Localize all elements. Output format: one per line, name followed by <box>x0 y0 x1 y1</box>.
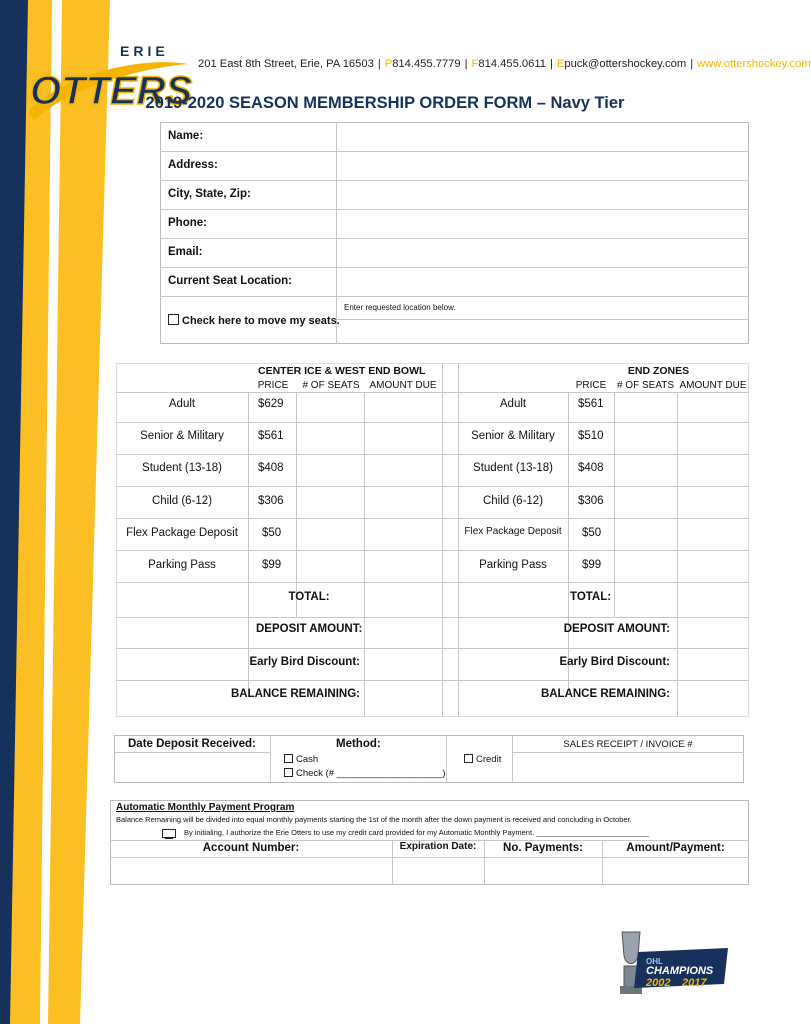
checkbox-icon[interactable] <box>284 754 293 763</box>
cash-option[interactable]: Cash <box>284 754 318 765</box>
requested-note: Enter requested location below. <box>344 303 456 312</box>
credit-option[interactable]: Credit <box>464 754 501 765</box>
center-price-header: PRICE <box>257 380 289 391</box>
page-title: 2019-2020 SEASON MEMBERSHIP ORDER FORM – Navy Tier <box>145 94 625 112</box>
endzone-total-label: TOTAL: <box>570 591 612 603</box>
center-balance-label: BALANCE REMAINING: <box>230 688 360 700</box>
monthly-title: Automatic Monthly Payment Program <box>116 802 295 813</box>
header-fax: 814.455.0611 <box>478 58 546 70</box>
endzone-amount-entry[interactable] <box>678 393 748 581</box>
checkbox-icon[interactable] <box>284 768 293 777</box>
header-email[interactable]: puck@ottershockey.com <box>564 58 687 70</box>
method-label: Method: <box>336 738 381 750</box>
center-row-label: Parking Pass <box>148 559 216 571</box>
header-address: 201 East 8th Street, Erie, PA 16503 <box>198 58 374 70</box>
city-field[interactable] <box>338 181 748 208</box>
endzone-balance-label: BALANCE REMAINING: <box>540 688 670 700</box>
endzone-row-label: Parking Pass <box>479 559 547 571</box>
endzone-row-label: Flex Package Deposit <box>464 526 562 537</box>
endzone-row-label: Student (13-18) <box>473 462 553 474</box>
initial-box-icon[interactable] <box>162 826 176 836</box>
address-field[interactable] <box>338 152 748 179</box>
center-total-label: TOTAL: <box>288 591 330 603</box>
endzone-row-price: $50 <box>582 527 602 539</box>
amount-payment-field[interactable] <box>603 858 748 884</box>
requested-location-field[interactable] <box>338 320 748 343</box>
phone-field[interactable] <box>338 210 748 237</box>
logo-top-text: ERIE <box>120 43 169 59</box>
amount-payment-label: Amount/Payment: <box>626 842 725 854</box>
move-seats-option[interactable]: Check here to move my seats. <box>168 314 340 327</box>
expiration-date-label: Expiration Date: <box>399 841 477 852</box>
center-seats-header: # OF SEATS <box>302 380 360 391</box>
check-option[interactable]: Check (# ____________________) <box>284 768 446 779</box>
monthly-authorization: By initialing, I authorize the Erie Otters to use my credit card provided for my Automatic Monthly Payment. ___________________________ <box>184 828 649 837</box>
center-row-label: Senior & Military <box>140 430 224 442</box>
center-amount-header: AMOUNT DUE <box>369 380 437 391</box>
phone-label: Phone: <box>168 217 207 229</box>
checkbox-icon[interactable] <box>464 754 473 763</box>
center-deposit-label: DEPOSIT AMOUNT: <box>256 623 363 635</box>
center-row-price: $561 <box>258 430 284 442</box>
account-number-field[interactable] <box>111 858 391 884</box>
expiration-date-field[interactable] <box>393 858 483 884</box>
monthly-description: Balance Remaining will be divided into equal monthly payments starting the 1st of the month after the down payment is received and concluding in October. <box>116 815 632 824</box>
endzone-early-label: Early Bird Discount: <box>559 656 670 668</box>
center-amount-entry[interactable] <box>365 393 441 581</box>
address-label: Address: <box>168 159 218 171</box>
center-row-label: Child (6-12) <box>151 495 213 507</box>
date-deposit-field[interactable] <box>115 753 269 782</box>
center-row-price: $629 <box>258 398 284 410</box>
header-website[interactable]: www.ottershockey.com <box>697 58 811 70</box>
city-label: City, State, Zip: <box>168 188 251 200</box>
champions-badge <box>612 922 732 1000</box>
endzone-seats-entry[interactable] <box>615 393 676 581</box>
endzone-row-label: Child (6-12) <box>482 495 544 507</box>
logo-main-text: OTTERS <box>30 69 193 113</box>
sales-receipt-label: SALES RECEIPT / INVOICE # <box>563 739 693 750</box>
seat-field[interactable] <box>338 268 748 295</box>
endzone-price-header: PRICE <box>575 380 607 391</box>
center-row-price: $306 <box>258 495 284 507</box>
email-label: Email: <box>168 246 203 258</box>
account-number-label: Account Number: <box>202 842 300 854</box>
center-early-label: Early Bird Discount: <box>249 656 360 668</box>
name-field[interactable] <box>338 123 748 150</box>
endzone-row-price: $306 <box>578 495 604 507</box>
badge-year-start: 2002 <box>646 977 671 989</box>
center-row-label: Flex Package Deposit <box>126 527 238 539</box>
date-deposit-label: Date Deposit Received: <box>128 738 256 750</box>
email-field[interactable] <box>338 239 748 266</box>
center-row-price: $50 <box>262 527 282 539</box>
endzone-amount-header: AMOUNT DUE <box>679 380 747 391</box>
name-label: Name: <box>168 130 204 142</box>
center-row-price: $99 <box>262 559 282 571</box>
endzone-row-price: $99 <box>582 559 602 571</box>
sales-receipt-field[interactable] <box>513 753 743 782</box>
seat-label: Current Seat Location: <box>168 275 292 287</box>
badge-league: OHL <box>646 957 663 966</box>
center-seats-entry[interactable] <box>297 393 363 581</box>
endzone-deposit-label: DEPOSIT AMOUNT: <box>563 623 670 635</box>
endzone-row-price: $510 <box>578 430 604 442</box>
no-payments-label: No. Payments: <box>503 842 583 854</box>
badge-year-end: 2017 <box>682 977 707 989</box>
endzone-row-price: $561 <box>578 398 604 410</box>
checkbox-icon[interactable] <box>168 314 179 325</box>
endzone-row-price: $408 <box>578 462 604 474</box>
center-row-price: $408 <box>258 462 284 474</box>
center-row-label: Student (13-18) <box>142 462 222 474</box>
endzone-row-label: Senior & Military <box>471 430 555 442</box>
no-payments-field[interactable] <box>485 858 601 884</box>
endzone-heading: END ZONES <box>627 365 690 377</box>
center-heading: CENTER ICE & WEST END BOWL <box>258 365 426 377</box>
erie-otters-logo <box>22 34 192 130</box>
contact-header: 201 East 8th Street, Erie, PA 16503 | P814.455.7779 | F814.455.0611 | Epuck@ottershockey.com | www.ottershockey.com <box>198 58 811 70</box>
endzone-seats-header: # OF SEATS <box>616 380 675 391</box>
center-row-label: Adult <box>168 398 196 410</box>
header-phone: 814.455.7779 <box>392 58 461 70</box>
endzone-row-label: Adult <box>499 398 527 410</box>
badge-line1: CHAMPIONS <box>646 965 714 977</box>
